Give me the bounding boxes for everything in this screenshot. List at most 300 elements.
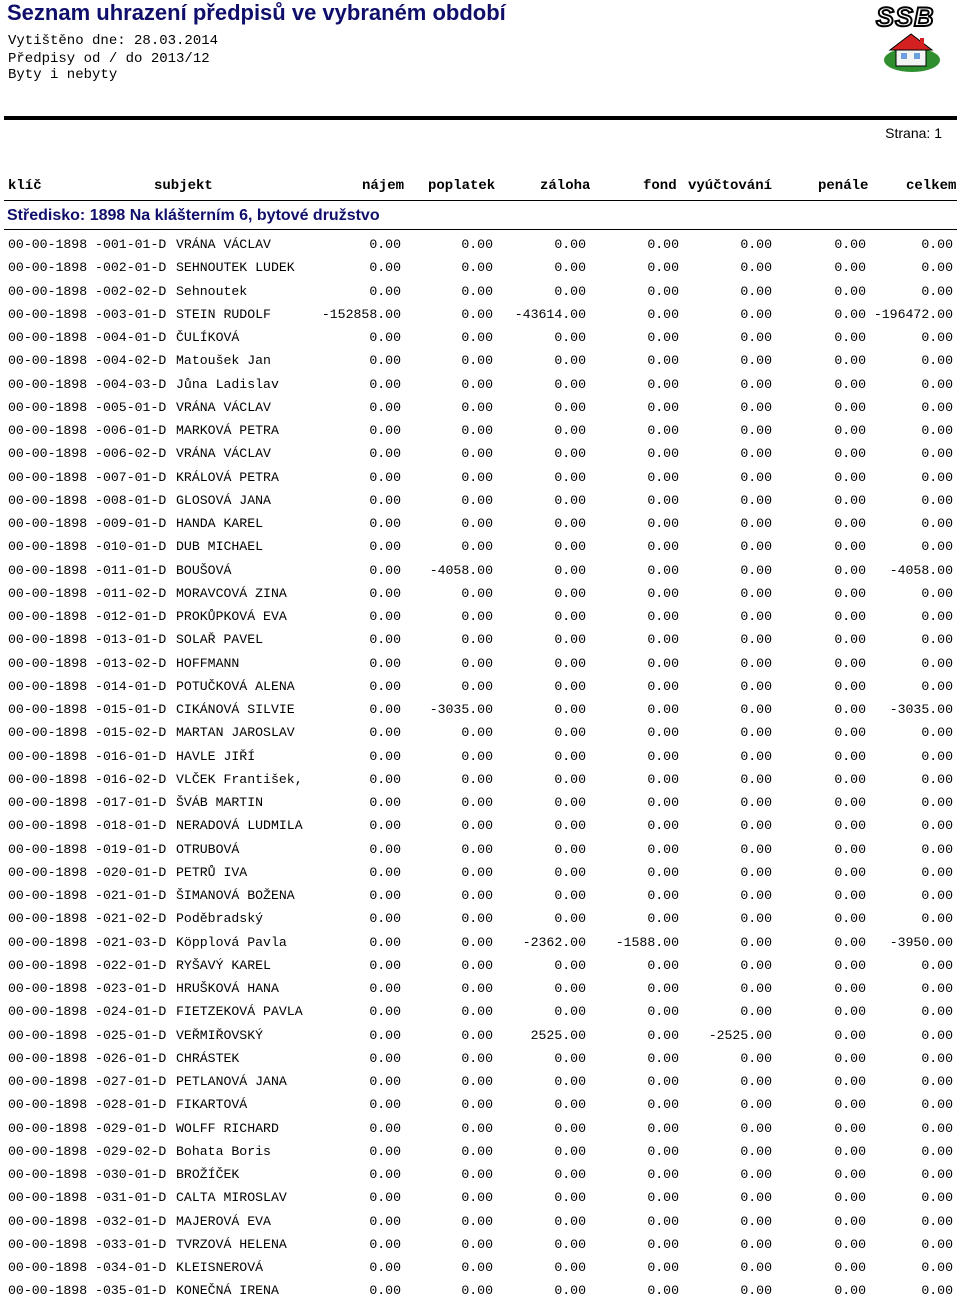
fee-cell: 0.00 bbox=[461, 771, 493, 787]
settlement-cell: 0.00 bbox=[740, 911, 772, 927]
subject-cell: PETLANOVÁ JANA bbox=[176, 1074, 287, 1089]
fee-cell: 0.00 bbox=[461, 957, 493, 973]
settlement-cell: 0.00 bbox=[740, 1260, 772, 1275]
deposit-cell: 0.00 bbox=[554, 1050, 586, 1066]
fee-cell: 0.00 bbox=[461, 1283, 493, 1299]
settlement-cell: 0.00 bbox=[740, 1097, 772, 1113]
penalty-cell: 0.00 bbox=[834, 1190, 866, 1206]
total-cell: 0.00 bbox=[921, 748, 953, 764]
fee-cell: -4058.00 bbox=[429, 562, 493, 578]
deposit-cell: 0.00 bbox=[554, 423, 586, 438]
table-row bbox=[0, 933, 960, 956]
total-cell: 0.00 bbox=[921, 469, 953, 485]
settlement-cell: 0.00 bbox=[740, 981, 772, 996]
settlement-cell: 0.00 bbox=[740, 888, 772, 903]
table-row bbox=[0, 351, 960, 374]
table-row bbox=[0, 561, 960, 584]
subject-cell: HAVLE JIŘÍ bbox=[176, 748, 256, 764]
settlement-cell: 0.00 bbox=[740, 1213, 772, 1229]
fee-cell: 0.00 bbox=[461, 446, 493, 462]
deposit-cell: 0.00 bbox=[554, 446, 586, 462]
deposit-cell: 0.00 bbox=[554, 1004, 586, 1020]
settlement-cell: 0.00 bbox=[740, 306, 772, 322]
fund-cell: 0.00 bbox=[647, 1143, 679, 1159]
settlement-cell: 0.00 bbox=[740, 399, 772, 415]
rent-cell: 0.00 bbox=[369, 864, 401, 880]
table-row bbox=[0, 584, 960, 607]
table-row bbox=[0, 770, 960, 793]
logo-text: SSB bbox=[876, 2, 935, 32]
rent-cell: 0.00 bbox=[369, 260, 401, 276]
key-cell: 00-00-1898 -017-01-D bbox=[8, 795, 167, 810]
fund-cell: 0.00 bbox=[647, 539, 679, 555]
fee-cell: 0.00 bbox=[461, 237, 493, 252]
fund-cell: 0.00 bbox=[647, 330, 679, 345]
rent-cell: 0.00 bbox=[369, 1027, 401, 1043]
subject-cell: TVRZOVÁ HELENA bbox=[176, 1236, 287, 1252]
table-row bbox=[0, 375, 960, 398]
fee-cell: 0.00 bbox=[461, 1097, 493, 1113]
table-row bbox=[0, 1049, 960, 1072]
fee-cell: 0.00 bbox=[461, 353, 493, 369]
settlement-cell: 0.00 bbox=[740, 585, 772, 601]
fee-cell: -3035.00 bbox=[429, 702, 493, 717]
total-cell: 0.00 bbox=[921, 981, 953, 996]
rent-cell: 0.00 bbox=[369, 795, 401, 810]
deposit-cell: -43614.00 bbox=[514, 306, 586, 322]
col-settlement: vyúčtování bbox=[688, 178, 773, 194]
fund-cell: 0.00 bbox=[647, 1027, 679, 1043]
fund-cell: 0.00 bbox=[647, 795, 679, 810]
total-cell: 0.00 bbox=[921, 1027, 953, 1043]
subject-cell: Matoušek Jan bbox=[176, 353, 271, 369]
deposit-cell: 0.00 bbox=[554, 864, 586, 880]
period: Předpisy od / do 2013/12 bbox=[8, 51, 210, 67]
key-cell: 00-00-1898 -021-02-D bbox=[8, 911, 167, 927]
table-row bbox=[0, 1072, 960, 1095]
settlement-cell: 0.00 bbox=[740, 934, 772, 950]
fund-cell: 0.00 bbox=[647, 1236, 679, 1252]
total-cell: 0.00 bbox=[921, 539, 953, 555]
penalty-cell: 0.00 bbox=[834, 748, 866, 764]
deposit-cell: 0.00 bbox=[554, 516, 586, 531]
table-row bbox=[0, 537, 960, 560]
settlement-cell: -2525.00 bbox=[708, 1027, 772, 1043]
table-row bbox=[0, 235, 960, 258]
rent-cell: 0.00 bbox=[369, 911, 401, 927]
fund-cell: 0.00 bbox=[647, 469, 679, 485]
fund-cell: 0.00 bbox=[647, 1074, 679, 1089]
table-row bbox=[0, 630, 960, 653]
deposit-cell: 0.00 bbox=[554, 353, 586, 369]
settlement-cell: 0.00 bbox=[740, 609, 772, 624]
fee-cell: 0.00 bbox=[461, 655, 493, 671]
penalty-cell: 0.00 bbox=[834, 423, 866, 438]
settlement-cell: 0.00 bbox=[740, 1004, 772, 1020]
key-cell: 00-00-1898 -028-01-D bbox=[8, 1097, 167, 1113]
penalty-cell: 0.00 bbox=[834, 609, 866, 624]
fund-cell: 0.00 bbox=[647, 1260, 679, 1275]
fund-cell: 0.00 bbox=[647, 1120, 679, 1136]
fund-cell: 0.00 bbox=[647, 562, 679, 578]
ssb-logo bbox=[876, 2, 946, 76]
subject-cell: VRÁNA VÁCLAV bbox=[176, 446, 271, 462]
fee-cell: 0.00 bbox=[461, 678, 493, 694]
fee-cell: 0.00 bbox=[461, 1260, 493, 1275]
fee-cell: 0.00 bbox=[461, 330, 493, 345]
penalty-cell: 0.00 bbox=[834, 725, 866, 741]
subject-cell: NERADOVÁ LUDMILA bbox=[176, 818, 303, 834]
subject-cell: PROKŮPKOVÁ EVA bbox=[176, 609, 287, 624]
key-cell: 00-00-1898 -013-01-D bbox=[8, 632, 167, 648]
penalty-cell: 0.00 bbox=[834, 306, 866, 322]
settlement-cell: 0.00 bbox=[740, 771, 772, 787]
penalty-cell: 0.00 bbox=[834, 376, 866, 392]
settlement-cell: 0.00 bbox=[740, 655, 772, 671]
fund-cell: 0.00 bbox=[647, 1213, 679, 1229]
fund-cell: 0.00 bbox=[647, 702, 679, 717]
penalty-cell: 0.00 bbox=[834, 492, 866, 508]
table-row bbox=[0, 793, 960, 816]
deposit-cell: 0.00 bbox=[554, 771, 586, 787]
subject-cell: HOFFMANN bbox=[176, 655, 240, 671]
rent-cell: 0.00 bbox=[369, 492, 401, 508]
deposit-cell: 0.00 bbox=[554, 399, 586, 415]
deposit-cell: 0.00 bbox=[554, 585, 586, 601]
key-cell: 00-00-1898 -014-01-D bbox=[8, 678, 167, 694]
deposit-cell: 0.00 bbox=[554, 1120, 586, 1136]
subject-cell: CIKÁNOVÁ SILVIE bbox=[176, 702, 295, 717]
rent-cell: 0.00 bbox=[369, 1167, 401, 1182]
rent-cell: 0.00 bbox=[369, 539, 401, 555]
penalty-cell: 0.00 bbox=[834, 771, 866, 787]
house-icon bbox=[876, 2, 946, 76]
penalty-cell: 0.00 bbox=[834, 911, 866, 927]
table-row bbox=[0, 514, 960, 537]
fee-cell: 0.00 bbox=[461, 748, 493, 764]
settlement-cell: 0.00 bbox=[740, 237, 772, 252]
deposit-cell: 0.00 bbox=[554, 957, 586, 973]
table-row bbox=[0, 1142, 960, 1165]
settlement-cell: 0.00 bbox=[740, 632, 772, 648]
penalty-cell: 0.00 bbox=[834, 1260, 866, 1275]
settlement-cell: 0.00 bbox=[740, 1074, 772, 1089]
table-row bbox=[0, 700, 960, 723]
total-cell: 0.00 bbox=[921, 632, 953, 648]
rent-cell: 0.00 bbox=[369, 1190, 401, 1206]
rent-cell: 0.00 bbox=[369, 841, 401, 857]
fund-cell: 0.00 bbox=[647, 376, 679, 392]
key-cell: 00-00-1898 -020-01-D bbox=[8, 864, 167, 880]
fee-cell: 0.00 bbox=[461, 911, 493, 927]
key-cell: 00-00-1898 -008-01-D bbox=[8, 492, 167, 508]
subject-cell: VLČEK František, bbox=[176, 771, 303, 787]
fee-cell: 0.00 bbox=[461, 399, 493, 415]
fee-cell: 0.00 bbox=[461, 469, 493, 485]
fee-cell: 0.00 bbox=[461, 260, 493, 276]
fee-cell: 0.00 bbox=[461, 818, 493, 834]
fund-cell: 0.00 bbox=[647, 841, 679, 857]
rent-cell: 0.00 bbox=[369, 423, 401, 438]
fund-cell: 0.00 bbox=[647, 1167, 679, 1182]
table-row bbox=[0, 1258, 960, 1281]
subject-cell: MARTAN JAROSLAV bbox=[176, 725, 295, 741]
deposit-cell: 2525.00 bbox=[530, 1027, 586, 1043]
penalty-cell: 0.00 bbox=[834, 260, 866, 276]
fund-cell: 0.00 bbox=[647, 957, 679, 973]
subject-cell: ŠIMANOVÁ BOŽENA bbox=[176, 888, 295, 903]
subject-cell: SOLAŘ PAVEL bbox=[176, 632, 264, 648]
fund-cell: 0.00 bbox=[647, 818, 679, 834]
table-row bbox=[0, 863, 960, 886]
total-cell: 0.00 bbox=[921, 1283, 953, 1299]
settlement-cell: 0.00 bbox=[740, 330, 772, 345]
fund-cell: 0.00 bbox=[647, 283, 679, 299]
deposit-cell: 0.00 bbox=[554, 725, 586, 741]
settlement-cell: 0.00 bbox=[740, 353, 772, 369]
penalty-cell: 0.00 bbox=[834, 1213, 866, 1229]
deposit-cell: 0.00 bbox=[554, 818, 586, 834]
fee-cell: 0.00 bbox=[461, 1120, 493, 1136]
settlement-cell: 0.00 bbox=[740, 260, 772, 276]
key-cell: 00-00-1898 -012-01-D bbox=[8, 609, 167, 624]
key-cell: 00-00-1898 -033-01-D bbox=[8, 1236, 167, 1252]
penalty-cell: 0.00 bbox=[834, 981, 866, 996]
total-cell: -196472.00 bbox=[873, 306, 953, 322]
total-cell: 0.00 bbox=[921, 1213, 953, 1229]
key-cell: 00-00-1898 -007-01-D bbox=[8, 469, 167, 485]
deposit-cell: 0.00 bbox=[554, 748, 586, 764]
key-cell: 00-00-1898 -011-02-D bbox=[8, 585, 167, 601]
rent-cell: 0.00 bbox=[369, 1050, 401, 1066]
fee-cell: 0.00 bbox=[461, 539, 493, 555]
total-cell: 0.00 bbox=[921, 237, 953, 252]
fee-cell: 0.00 bbox=[461, 841, 493, 857]
fund-cell: 0.00 bbox=[647, 516, 679, 531]
penalty-cell: 0.00 bbox=[834, 562, 866, 578]
fund-cell: 0.00 bbox=[647, 864, 679, 880]
key-cell: 00-00-1898 -003-01-D bbox=[8, 306, 167, 322]
total-cell: -4058.00 bbox=[889, 562, 953, 578]
fund-cell: 0.00 bbox=[647, 771, 679, 787]
fund-cell: 0.00 bbox=[647, 725, 679, 741]
deposit-cell: 0.00 bbox=[554, 841, 586, 857]
printed-date: Vytištěno dne: 28.03.2014 bbox=[8, 33, 219, 49]
total-cell: 0.00 bbox=[921, 1260, 953, 1275]
col-key: klíč bbox=[8, 178, 42, 194]
deposit-cell: 0.00 bbox=[554, 888, 586, 903]
subject-cell: GLOSOVÁ JANA bbox=[176, 492, 271, 508]
rent-cell: 0.00 bbox=[369, 1097, 401, 1113]
fee-cell: 0.00 bbox=[461, 725, 493, 741]
key-cell: 00-00-1898 -021-01-D bbox=[8, 888, 167, 903]
subject-cell: DUB MICHAEL bbox=[176, 539, 264, 555]
rent-cell: 0.00 bbox=[369, 655, 401, 671]
settlement-cell: 0.00 bbox=[740, 1143, 772, 1159]
key-cell: 00-00-1898 -011-01-D bbox=[8, 562, 167, 578]
subject-cell: Jůna Ladislav bbox=[176, 376, 279, 392]
rent-cell: 0.00 bbox=[369, 818, 401, 834]
fee-cell: 0.00 bbox=[461, 632, 493, 648]
key-cell: 00-00-1898 -001-01-D bbox=[8, 237, 167, 252]
total-cell: 0.00 bbox=[921, 1074, 953, 1089]
total-cell: -3950.00 bbox=[889, 934, 953, 950]
total-cell: 0.00 bbox=[921, 795, 953, 810]
settlement-cell: 0.00 bbox=[740, 957, 772, 973]
total-cell: 0.00 bbox=[921, 1050, 953, 1066]
settlement-cell: 0.00 bbox=[740, 1167, 772, 1182]
total-cell: 0.00 bbox=[921, 423, 953, 438]
penalty-cell: 0.00 bbox=[834, 818, 866, 834]
col-fee: poplatek bbox=[428, 178, 496, 194]
subject-cell: SEHNOUTEK LUDEK bbox=[176, 260, 295, 276]
rent-cell: 0.00 bbox=[369, 585, 401, 601]
fund-cell: 0.00 bbox=[647, 1190, 679, 1206]
fee-cell: 0.00 bbox=[461, 376, 493, 392]
fund-cell: 0.00 bbox=[647, 748, 679, 764]
fund-cell: 0.00 bbox=[647, 399, 679, 415]
settlement-cell: 0.00 bbox=[740, 423, 772, 438]
penalty-cell: 0.00 bbox=[834, 585, 866, 601]
fee-cell: 0.00 bbox=[461, 1236, 493, 1252]
col-deposit: záloha bbox=[540, 178, 591, 194]
settlement-cell: 0.00 bbox=[740, 562, 772, 578]
table-row bbox=[0, 956, 960, 979]
penalty-cell: 0.00 bbox=[834, 1167, 866, 1182]
deposit-cell: 0.00 bbox=[554, 1283, 586, 1299]
table-row bbox=[0, 654, 960, 677]
center-divider bbox=[4, 229, 957, 230]
total-cell: 0.00 bbox=[921, 1143, 953, 1159]
deposit-cell: 0.00 bbox=[554, 655, 586, 671]
fund-cell: 0.00 bbox=[647, 678, 679, 694]
rent-cell: 0.00 bbox=[369, 609, 401, 624]
key-cell: 00-00-1898 -005-01-D bbox=[8, 399, 167, 415]
penalty-cell: 0.00 bbox=[834, 934, 866, 950]
table-row bbox=[0, 1235, 960, 1258]
subject-cell: MORAVCOVÁ ZINA bbox=[176, 585, 287, 601]
fee-cell: 0.00 bbox=[461, 888, 493, 903]
subject-cell: STEIN RUDOLF bbox=[176, 306, 271, 322]
table-row bbox=[0, 468, 960, 491]
key-cell: 00-00-1898 -027-01-D bbox=[8, 1074, 167, 1089]
penalty-cell: 0.00 bbox=[834, 678, 866, 694]
fund-cell: 0.00 bbox=[647, 888, 679, 903]
settlement-cell: 0.00 bbox=[740, 1120, 772, 1136]
key-cell: 00-00-1898 -022-01-D bbox=[8, 957, 167, 973]
settlement-cell: 0.00 bbox=[740, 283, 772, 299]
settlement-cell: 0.00 bbox=[740, 492, 772, 508]
table-row bbox=[0, 398, 960, 421]
table-row bbox=[0, 1095, 960, 1118]
rent-cell: 0.00 bbox=[369, 934, 401, 950]
deposit-cell: 0.00 bbox=[554, 702, 586, 717]
penalty-cell: 0.00 bbox=[834, 632, 866, 648]
key-cell: 00-00-1898 -002-02-D bbox=[8, 283, 167, 299]
fee-cell: 0.00 bbox=[461, 516, 493, 531]
fee-cell: 0.00 bbox=[461, 1190, 493, 1206]
fee-cell: 0.00 bbox=[461, 795, 493, 810]
subject-cell: BROŽÍČEK bbox=[176, 1167, 240, 1182]
fund-cell: 0.00 bbox=[647, 446, 679, 462]
settlement-cell: 0.00 bbox=[740, 539, 772, 555]
rent-cell: 0.00 bbox=[369, 1283, 401, 1299]
subject-cell: BOUŠOVÁ bbox=[176, 562, 232, 578]
table-row bbox=[0, 723, 960, 746]
table-row bbox=[0, 1212, 960, 1235]
key-cell: 00-00-1898 -031-01-D bbox=[8, 1190, 167, 1206]
total-cell: 0.00 bbox=[921, 1190, 953, 1206]
fund-cell: 0.00 bbox=[647, 260, 679, 276]
table-row bbox=[0, 421, 960, 444]
subject-cell: ŠVÁB MARTIN bbox=[176, 795, 264, 810]
rent-cell: 0.00 bbox=[369, 771, 401, 787]
table-row bbox=[0, 491, 960, 514]
total-cell: 0.00 bbox=[921, 585, 953, 601]
key-cell: 00-00-1898 -025-01-D bbox=[8, 1027, 167, 1043]
penalty-cell: 0.00 bbox=[834, 516, 866, 531]
penalty-cell: 0.00 bbox=[834, 1120, 866, 1136]
col-penalty: penále bbox=[818, 178, 869, 194]
total-cell: 0.00 bbox=[921, 771, 953, 787]
fund-cell: 0.00 bbox=[647, 1004, 679, 1020]
total-cell: 0.00 bbox=[921, 446, 953, 462]
subject-cell: HRUŠKOVÁ HANA bbox=[176, 981, 279, 996]
fee-cell: 0.00 bbox=[461, 492, 493, 508]
subject-cell: FIETZEKOVÁ PAVLA bbox=[176, 1004, 303, 1020]
deposit-cell: 0.00 bbox=[554, 283, 586, 299]
rent-cell: 0.00 bbox=[369, 330, 401, 345]
rent-cell: -152858.00 bbox=[321, 306, 401, 322]
penalty-cell: 0.00 bbox=[834, 237, 866, 252]
table-row bbox=[0, 282, 960, 305]
fund-cell: 0.00 bbox=[647, 423, 679, 438]
penalty-cell: 0.00 bbox=[834, 702, 866, 717]
penalty-cell: 0.00 bbox=[834, 1074, 866, 1089]
fee-cell: 0.00 bbox=[461, 934, 493, 950]
header-rule bbox=[4, 116, 957, 120]
table-row bbox=[0, 909, 960, 932]
table-row bbox=[0, 816, 960, 839]
subject-cell: VRÁNA VÁCLAV bbox=[176, 399, 271, 415]
table-row bbox=[0, 328, 960, 351]
rent-cell: 0.00 bbox=[369, 399, 401, 415]
penalty-cell: 0.00 bbox=[834, 446, 866, 462]
total-cell: 0.00 bbox=[921, 1097, 953, 1113]
table-row bbox=[0, 1165, 960, 1188]
key-cell: 00-00-1898 -029-02-D bbox=[8, 1143, 167, 1159]
rent-cell: 0.00 bbox=[369, 981, 401, 996]
deposit-cell: 0.00 bbox=[554, 609, 586, 624]
settlement-cell: 0.00 bbox=[740, 1236, 772, 1252]
table-row bbox=[0, 1002, 960, 1025]
total-cell: 0.00 bbox=[921, 376, 953, 392]
total-cell: 0.00 bbox=[921, 260, 953, 276]
subject-cell: CHRÁSTEK bbox=[176, 1050, 240, 1066]
fund-cell: 0.00 bbox=[647, 655, 679, 671]
settlement-cell: 0.00 bbox=[740, 864, 772, 880]
deposit-cell: 0.00 bbox=[554, 678, 586, 694]
total-cell: 0.00 bbox=[921, 678, 953, 694]
fund-cell: 0.00 bbox=[647, 237, 679, 252]
penalty-cell: 0.00 bbox=[834, 1283, 866, 1299]
fee-cell: 0.00 bbox=[461, 423, 493, 438]
rent-cell: 0.00 bbox=[369, 1236, 401, 1252]
settlement-cell: 0.00 bbox=[740, 678, 772, 694]
deposit-cell: 0.00 bbox=[554, 237, 586, 252]
deposit-cell: 0.00 bbox=[554, 539, 586, 555]
fund-cell: 0.00 bbox=[647, 353, 679, 369]
